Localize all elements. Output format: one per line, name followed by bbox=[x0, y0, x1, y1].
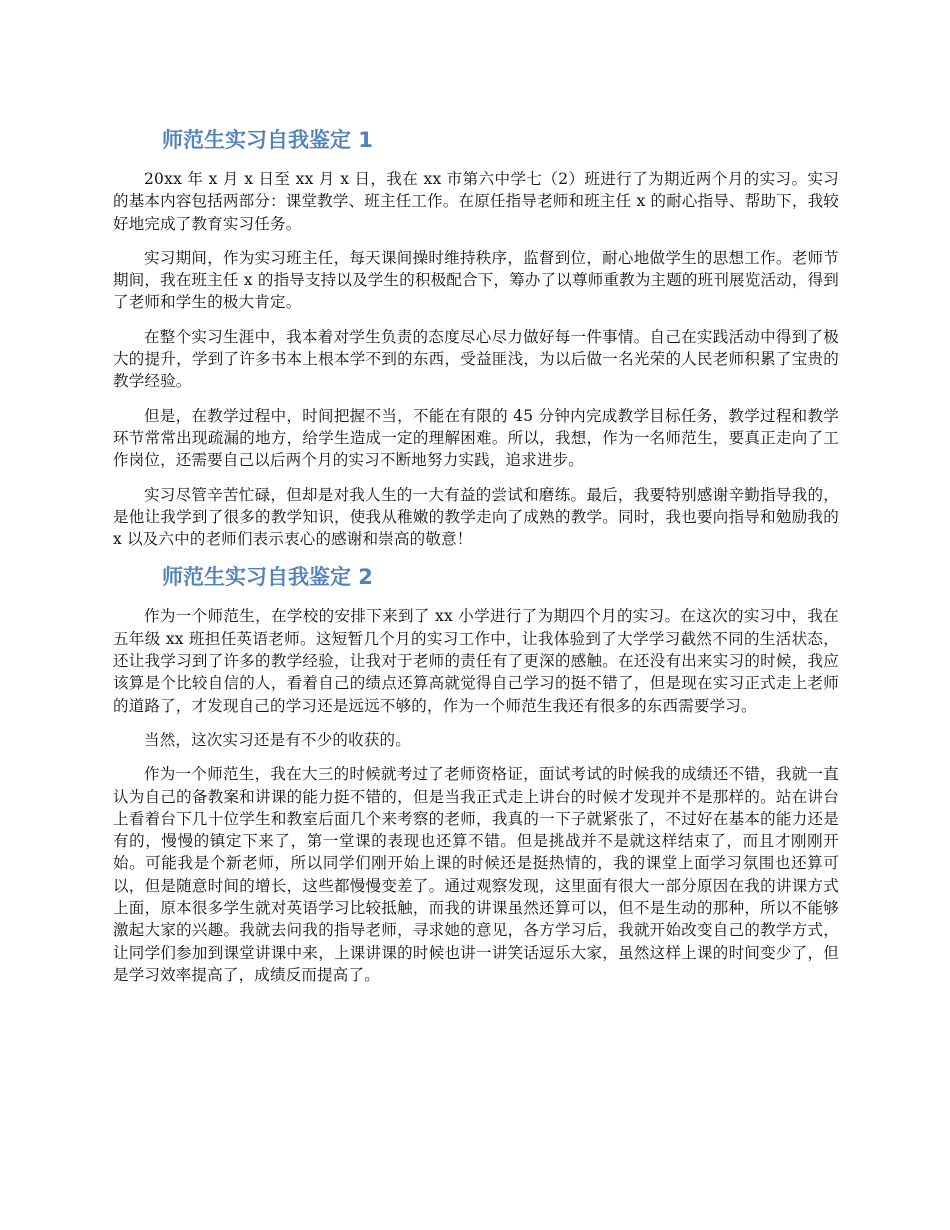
section-1-paragraph-2: 实习期间，作为实习班主任，每天课间操时维持秩序，监督到位，耐心地做学生的思想工作。老师节期间，我在班主任 x 的指导支持以及学生的积极配合下，筹办了以尊师重教为主题的班刊展览活动，得到了老师和学生的极大肯定。 bbox=[113, 248, 839, 312]
section-2-title: 师范生实习自我鉴定 2 bbox=[162, 565, 373, 590]
section-2-paragraph-3: 作为一个师范生，我在大三的时候就考过了老师资格证，面试考试的时候我的成绩还不错，我就一直认为自己的备教案和讲课的能力挺不错的，但是当我正式走上讲台的时候才发现并不是那样的。站在讲台上看着台下几十位学生和教室后面几个来考察的老师，我真的一下子就紧张了，不过好在基本的能力还是有的，慢慢的镇定下来了，第一堂课的表现也还算不错。但是挑战并不是就这样结束了，而且才刚刚开始。可能我是个新老师，所以同学们刚开始上课的时候还是挺热情的，我的课堂上面学习氛围也还算可以，但是随意时间的增长，这些都慢慢变差了。通过观察发现，这里面有很大一部分原因在我的讲课方式上面，原本很多学生就对英语学习比较抵触，而我的讲课虽然还算可以，但不是生动的那种，所以不能够激起大家的兴趣。我就去问我的指导老师，寻求她的意见，各方学习后，我就开始改变自己的教学方式，让同学们参加到课堂讲课中来，上课讲课的时候也讲一讲笑话逗乐大家，虽然这样上课的时间变少了，但是学习效率提高了，成绩反而提高了。 bbox=[113, 765, 839, 984]
section-2-paragraph-2: 当然，这次实习还是有不少的收获的。 bbox=[144, 730, 411, 749]
section-1-paragraph-1: 20xx 年 x 月 x 日至 xx 月 x 日，我在 xx 市第六中学七（2）班进行了为期近两个月的实习。实习的基本内容包括两部分：课堂教学、班主任工作。在原任指导老师和班主任 x 的耐心指导、帮助下，我较好地完成了教育实习任务。 bbox=[113, 170, 839, 233]
section-1-title: 师范生实习自我鉴定 1 bbox=[162, 128, 373, 152]
section-2-paragraph-1: 作为一个师范生，在学校的安排下来到了 xx 小学进行了为期四个月的实习。在这次的实习中，我在五年级 xx 班担任英语老师。这短暂几个月的实习工作中，让我体验到了大学学习截然不同的生活状态，还让我学习到了许多的教学经验，让我对于老师的责任有了更深的感触。在还没有出来实习的时候，我应该算是个比较自信的人，看着自己的绩点还算高就觉得自己学习的挺不错了，但是现在实习正式走上老师的道路了，才发现自己的学习还是远远不够的，作为一个师范生我还有很多的东西需要学习。 bbox=[113, 607, 839, 715]
section-1-paragraph-5: 实习尽管辛苦忙碌，但却是对我人生的一大有益的尝试和磨练。最后，我要特别感谢辛勤指导我的，是他让我学到了很多的教学知识，使我从稚嫩的教学走向了成熟的教学。同时，我也要向指导和勉励我的 x 以及六中的老师们表示衷心的感谢和崇高的敬意！ bbox=[113, 485, 839, 549]
document-content bbox=[113, 125, 839, 998]
section-1-paragraph-3: 在整个实习生涯中，我本着对学生负责的态度尽心尽力做好每一件事情。自己在实践活动中得到了极大的提升，学到了许多书本上根本学不到的东西，受益匪浅，为以后做一名光荣的人民老师积累了宝贵的教学经验。 bbox=[113, 327, 839, 391]
section-1-paragraph-4: 但是，在教学过程中，时间把握不当，不能在有限的 45 分钟内完成教学目标任务，教学过程和教学环节常常出现疏漏的地方，给学生造成一定的理解困难。所以，我想，作为一名师范生，要真正走向了工作岗位，还需要自己以后两个月的实习不断地努力实践，追求进步。 bbox=[113, 406, 839, 470]
